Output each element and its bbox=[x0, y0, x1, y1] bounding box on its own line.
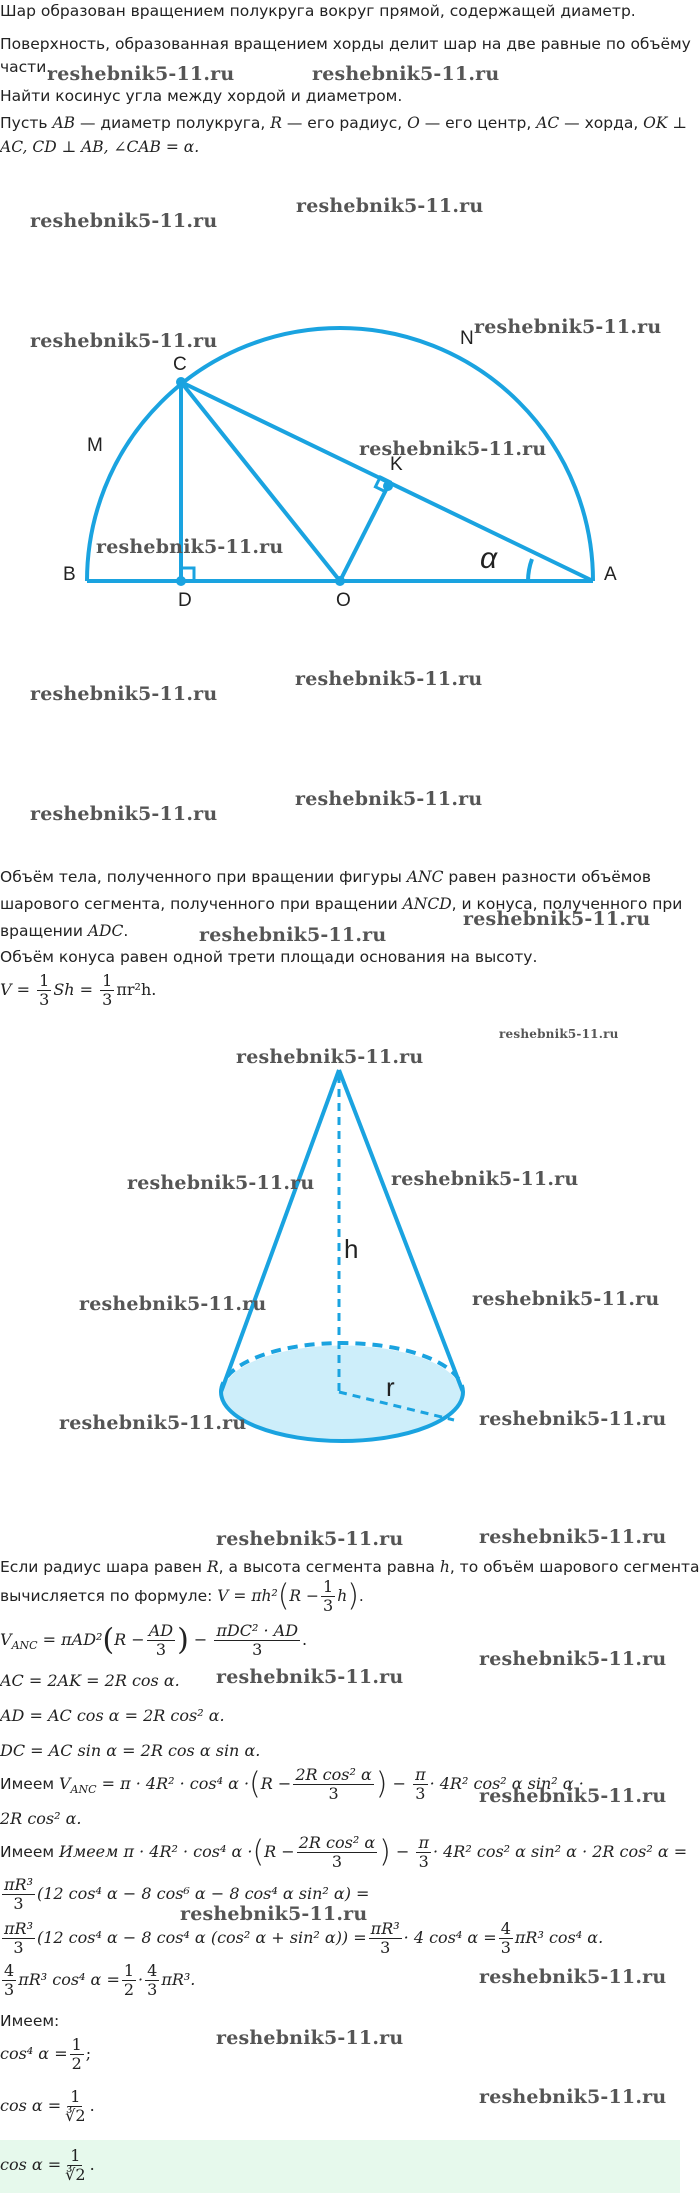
watermark: reshebnik5-11.ru bbox=[359, 438, 547, 460]
answer-highlight bbox=[0, 2140, 680, 2193]
label-h: h bbox=[344, 1234, 359, 1264]
given-line-2: AC, CD ⊥ AB, ∠CAB = α. bbox=[0, 138, 200, 156]
watermark: reshebnik5-11.ru bbox=[479, 1526, 667, 1548]
ac-line: AC = 2AK = 2R cos α. bbox=[0, 1671, 180, 1690]
label-b: B bbox=[63, 564, 76, 585]
watermark: reshebnik5-11.ru bbox=[296, 195, 484, 217]
text2-line-4: Объём конуса равен одной трети площади основания на высоту. bbox=[0, 948, 538, 966]
watermark: reshebnik5-11.ru bbox=[463, 908, 651, 930]
watermark: reshebnik5-11.ru bbox=[312, 63, 500, 85]
watermark: reshebnik5-11.ru bbox=[79, 1293, 267, 1315]
label-n: N bbox=[460, 328, 474, 349]
watermark: reshebnik5-11.ru bbox=[472, 1288, 660, 1310]
watermark: reshebnik5-11.ru bbox=[479, 1408, 667, 1430]
watermark: reshebnik5-11.ru bbox=[30, 330, 218, 352]
watermark: reshebnik5-11.ru bbox=[499, 1027, 619, 1041]
label-k: K bbox=[390, 454, 403, 475]
watermark: reshebnik5-11.ru bbox=[47, 63, 235, 85]
text2-line-1: Объём тела, полученного при вращении фигуры ANC равен разности объёмов bbox=[0, 868, 652, 886]
angle-arc-a bbox=[528, 559, 532, 581]
watermark: reshebnik5-11.ru bbox=[479, 1966, 667, 1988]
cos4-line: cos⁴ α = $\frac{1}{2}$ ; bbox=[0, 2035, 92, 2073]
watermark: reshebnik5-11.ru bbox=[216, 1666, 404, 1688]
text2-line-2: шарового сегмента, полученного при вращении ANCD, и конуса, полученного при bbox=[0, 895, 683, 913]
cone-figure bbox=[0, 1060, 680, 1460]
vanc-formula: $V_{ANC} = \pi AD^2(R$ − $\frac{AD}{3}$ ) − $\frac{\text{πDC² · AD}}{3}$ . bbox=[0, 1621, 308, 1659]
segment-line-1: Если радиус шара равен R, а высота сегмента равна h, то объём шарового сегмента bbox=[0, 1558, 700, 1576]
problem-line-3: части. bbox=[0, 58, 52, 76]
cos-line: cos α = $\frac{1}{∛2}$ . bbox=[0, 2087, 95, 2125]
watermark: reshebnik5-11.ru bbox=[216, 2027, 404, 2049]
equation-line: $\frac{4}{3}$ πR³ cos⁴ α = $\frac{1}{2}$ · $\frac{4}{3}$ πR³. bbox=[4, 1961, 196, 1999]
cone-formula: V = $\frac{1}{3}$ Sh = $\frac{1}{3}$ πr²h. bbox=[0, 971, 157, 1009]
have-line-2: 2R cos² α. bbox=[0, 1809, 82, 1828]
segment-ok bbox=[340, 486, 388, 581]
watermark: reshebnik5-11.ru bbox=[216, 1528, 404, 1550]
watermark: reshebnik5-11.ru bbox=[30, 210, 218, 232]
watermark: reshebnik5-11.ru bbox=[30, 683, 218, 705]
watermark: reshebnik5-11.ru bbox=[479, 1648, 667, 1670]
have-line-1: Имеем $V_{ANC} = \pi \cdot 4R^2 \cdot \cos^4$ α ·(R − $\frac{\text{2R cos² α}}{3}$ ) − $\frac{\pi}{3}$ · 4R² cos² α sin² α · bbox=[0, 1765, 584, 1803]
segment-line-2: вычисляется по формуле: V = πh²(R − $\frac{1}{3}$ h). bbox=[0, 1577, 364, 1615]
watermark: reshebnik5-11.ru bbox=[199, 924, 387, 946]
expand-line-1: $\frac{\text{πR³}}{3}$ (12 cos⁴ α − 8 cos⁶ α − 8 cos⁴ α sin² α) = bbox=[4, 1875, 370, 1913]
watermark: reshebnik5-11.ru bbox=[236, 1046, 424, 1068]
expand-line-2: $\frac{\text{πR³}}{3}$ (12 cos⁴ α − 8 cos⁴ α (cos² α + sin² α)) = $\frac{\text{πR³}}{3}$ · 4 cos⁴ α = $\frac{4}{3}$ πR³ cos⁴ α. bbox=[4, 1919, 604, 1957]
label-o: O bbox=[336, 590, 351, 611]
watermark: reshebnik5-11.ru bbox=[180, 1903, 368, 1925]
problem-line-2: Поверхность, образованная вращением хорды делит шар на две равные по объёму bbox=[0, 35, 691, 53]
problem-line-1: Шар образован вращением полукруга вокруг прямой, содержащей диаметр. bbox=[0, 2, 636, 20]
watermark: reshebnik5-11.ru bbox=[391, 1168, 579, 1190]
watermark: reshebnik5-11.ru bbox=[59, 1412, 247, 1434]
have-label: Имеем: bbox=[0, 2012, 60, 2030]
label-c: C bbox=[173, 354, 187, 375]
given-line-1: Пусть AB — диаметр полукруга, R — его радиус, O — его центр, AC — хорда, OK ⊥ bbox=[0, 114, 687, 132]
watermark: reshebnik5-11.ru bbox=[295, 788, 483, 810]
watermark: reshebnik5-11.ru bbox=[479, 2086, 667, 2108]
watermark: reshebnik5-11.ru bbox=[96, 536, 284, 558]
problem-line-4: Найти косинус угла между хордой и диаметром. bbox=[0, 87, 403, 105]
watermark: reshebnik5-11.ru bbox=[479, 1785, 667, 1807]
label-alpha: α bbox=[480, 542, 498, 575]
watermark: reshebnik5-11.ru bbox=[127, 1172, 315, 1194]
watermark: reshebnik5-11.ru bbox=[30, 803, 218, 825]
label-r: r bbox=[386, 1372, 395, 1402]
text2-line-3: вращении ADC. bbox=[0, 922, 129, 940]
watermark: reshebnik5-11.ru bbox=[474, 316, 662, 338]
ad-line: AD = AC cos α = 2R cos² α. bbox=[0, 1706, 225, 1725]
watermark: reshebnik5-11.ru bbox=[295, 668, 483, 690]
have-line-3: Имеем Имеем π · 4R² · cos⁴ α ·(R − $\frac{\text{2R cos² α}}{3}$ ) − $\frac{\pi}{3}$ · 4R² cos² α sin² α · 2R cos² α = bbox=[0, 1833, 688, 1871]
label-m: M bbox=[87, 435, 103, 456]
label-a: A bbox=[604, 564, 617, 585]
answer-line: cos α = $\frac{1}{∛2}$ . bbox=[0, 2146, 95, 2184]
dc-line: DC = AC sin α = 2R cos α sin α. bbox=[0, 1741, 261, 1760]
label-d: D bbox=[178, 590, 192, 611]
